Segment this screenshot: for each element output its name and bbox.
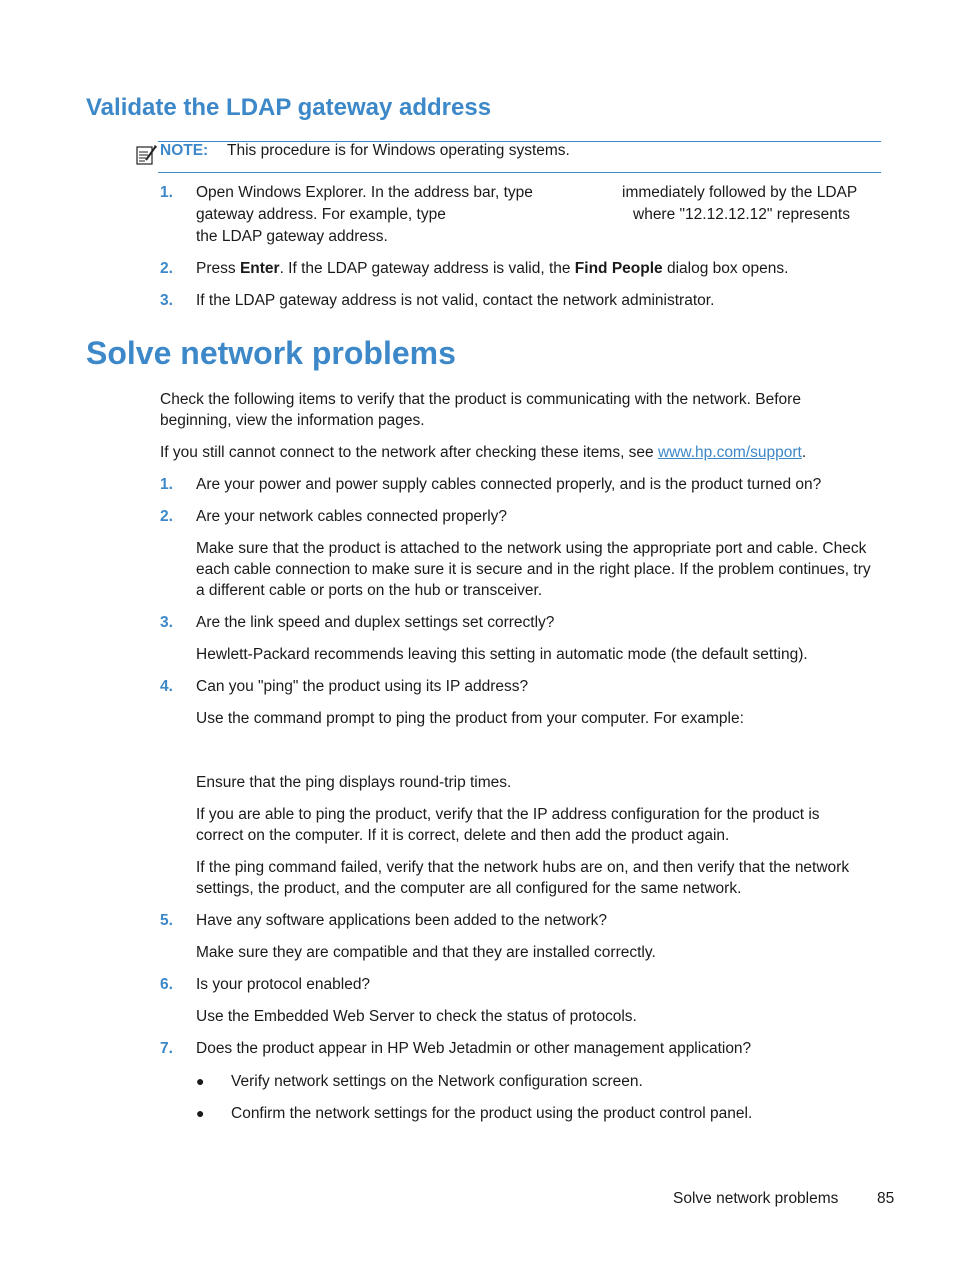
intro-line-1: Check the following items to verify that the product is communicating with the network. Before: [160, 391, 801, 408]
ldap-step-1-number: 1.: [160, 184, 173, 201]
item-5-question: Have any software applications been added to the network?: [196, 912, 608, 929]
item-4-detail-5: If the ping command failed, verify that the network hubs are on, and then verify that the network: [196, 859, 850, 876]
hp-support-link[interactable]: www.hp.com/support: [657, 444, 802, 461]
ldap-step-1-line3: the LDAP gateway address.: [196, 228, 388, 245]
item-4-number: 4.: [160, 678, 173, 695]
item-5-number: 5.: [160, 912, 173, 929]
enter-key-label: Enter: [239, 260, 280, 277]
item-1-question: Are your power and power supply cables connected properly, and is the product turned on?: [196, 476, 822, 493]
item-4-detail-6: settings, the product, and the computer are all configured for the same network.: [196, 880, 742, 897]
ldap-step-3-text: If the LDAP gateway address is not valid, contact the network administrator.: [196, 292, 715, 309]
footer-title: Solve network problems: [673, 1190, 839, 1207]
chapter-heading: Solve network problems: [86, 335, 456, 371]
item-4-detail-4: correct on the computer. If it is correct, delete and then add the product again.: [196, 827, 730, 844]
intro-line-3: If you still cannot connect to the network after checking these items, see www.hp.com/support.: [160, 444, 807, 461]
item-7-bullet-1: Verify network settings on the Network configuration screen.: [231, 1073, 643, 1090]
item-2-detail-2: each cable connection to make sure it is secure and in the right place. If the problem continues, try: [196, 561, 871, 578]
item-2-question: Are your network cables connected properly?: [196, 508, 508, 525]
item-4-detail-3: If you are able to ping the product, verify that the IP address configuration for the product is: [196, 806, 820, 823]
intro-line-2: beginning, view the information pages.: [160, 412, 425, 429]
item-7-bullet-2: Confirm the network settings for the product using the product control panel.: [231, 1105, 753, 1122]
note-text: This procedure is for Windows operating systems.: [227, 142, 570, 159]
item-6-question: Is your protocol enabled?: [196, 976, 371, 993]
bullet-icon: ●: [196, 1105, 205, 1121]
section-heading: Validate the LDAP gateway address: [86, 94, 492, 121]
item-4-detail-1: Use the command prompt to ping the product from your computer. For example:: [196, 710, 744, 727]
ldap-step-1-line1b: immediately followed by the LDAP: [622, 184, 858, 201]
item-7-question: Does the product appear in HP Web Jetadmin or other management application?: [196, 1040, 752, 1057]
item-5-detail-1: Make sure they are compatible and that they are installed correctly.: [196, 944, 656, 961]
item-2-detail-3: a different cable or ports on the hub or transceiver.: [196, 582, 543, 599]
item-2-detail-1: Make sure that the product is attached to the network using the appropriate port and cable. Check: [196, 540, 867, 557]
find-people-label: Find People: [574, 260, 663, 277]
ldap-step-1-line2a: gateway address. For example, type: [196, 206, 446, 223]
item-4-detail-2: Ensure that the ping displays round-trip times.: [196, 774, 512, 791]
item-7-number: 7.: [160, 1040, 173, 1057]
bullet-icon: ●: [196, 1073, 205, 1089]
note-bottom-rule: [158, 172, 881, 173]
ldap-step-3-number: 3.: [160, 292, 173, 309]
item-6-number: 6.: [160, 976, 173, 993]
item-6-detail-1: Use the Embedded Web Server to check the status of protocols.: [196, 1008, 637, 1025]
ldap-step-1-line1a: Open Windows Explorer. In the address bar, type: [196, 184, 533, 201]
note-label: NOTE:: [160, 142, 209, 159]
item-4-question: Can you "ping" the product using its IP address?: [196, 678, 529, 695]
item-3-detail-1: Hewlett-Packard recommends leaving this setting in automatic mode (the default setting).: [196, 646, 808, 663]
ldap-step-1-line2b: where "12.12.12.12" represents: [633, 206, 850, 223]
item-3-question: Are the link speed and duplex settings set correctly?: [196, 614, 555, 631]
ldap-step-2-number: 2.: [160, 260, 173, 277]
item-2-number: 2.: [160, 508, 173, 525]
note-icon: [135, 143, 159, 167]
ldap-step-2-text: Press Enter. If the LDAP gateway address is valid, the Find People dialog box opens.: [196, 260, 789, 277]
item-1-number: 1.: [160, 476, 173, 493]
item-3-number: 3.: [160, 614, 173, 631]
footer-page-number: 85: [877, 1190, 895, 1207]
